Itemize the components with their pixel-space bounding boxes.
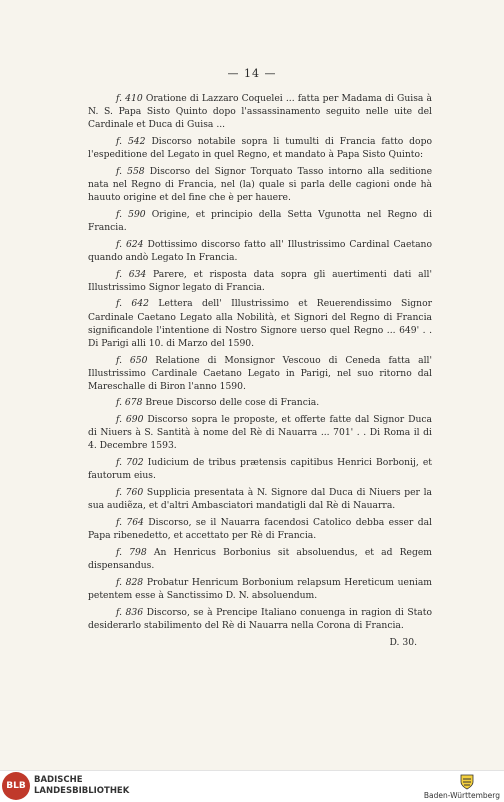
entry-text: Discorso notabile sopra li tumulti di Francia fatto dopo l'espeditione del Legato in quel Regno, et mandato à Papa Sisto Quinto: (88, 135, 433, 161)
folio-number: f. 410 (116, 93, 143, 104)
catalog-entry (88, 396, 432, 409)
catalog-entries (88, 92, 432, 635)
page-number: — 14 — (227, 67, 277, 80)
entry-text: Relatione di Monsignor Vescouo di Ceneda fatta all' Illustrissimo Cardinale Caetano Legato in Parigi, nel suo ritorno dal Mareschalle di Biron l'anno 1590. (88, 354, 433, 392)
entry-text: Lettera dell' Illustrissimo et Reuerendissimo Signor Cardinale Caetano Legato alla Nobilità, et Signori del Regno di Francia significandole l'intentione di Nostro Signore uerso quel Regno ... 649' . . Di Parigi alli 10. di Marzo del 1590. (88, 298, 433, 349)
catalog-entry (88, 238, 432, 264)
signature-mark: D. 30. (389, 637, 417, 648)
entry-text: Oratione di Lazzaro Coquelei ... fatta per Madama di Guisa à N. S. Papa Sisto Quinto dopo l'assassinamento seguito nelle uite del Cardinale et Duca di Guisa ... (88, 93, 433, 131)
entry-text: Discorso, se il Nauarra facendosi Catolico debba esser dal Papa ribenedetto, et accettato per Rè di Francia. (88, 516, 432, 542)
entry-text: Iudicium de tribus prætensis capitibus Henrici Borbonij, et fautorum eius. (88, 457, 432, 482)
catalog-entry (88, 606, 432, 632)
folio-number: f. 760 (116, 487, 144, 499)
folio-number: f. 678 (116, 397, 143, 409)
catalog-entry (88, 413, 432, 452)
folio-number: f. 634 (116, 268, 147, 280)
entry-text: Origine, et principio della Setta Vgunotta nel Regno di Francia. (88, 208, 433, 233)
folio-number: f. 764 (116, 516, 144, 528)
entry-text: Discorso, se à Prencipe Italiano conuenga in ragion di Stato desiderarlo stabilimento del Rè di Nauarra nella Corona di Francia. (88, 606, 433, 631)
catalog-entry (88, 135, 432, 161)
catalog-entry (88, 165, 432, 204)
catalog-entry (88, 486, 432, 512)
folio-number: f. 690 (116, 414, 144, 426)
folio-number: f. 702 (116, 457, 144, 469)
blb-logo-icon[interactable]: BLB (2, 772, 30, 800)
catalog-entry (88, 354, 432, 393)
entry-text: Dottissimo discorso fatto all' Illustrissimo Cardinal Caetano quando andò Legato In Francia. (88, 238, 433, 263)
library-name-line1: BADISCHE (34, 775, 83, 785)
entry-text: Supplicia presentata à N. Signore dal Duca di Niuers per la sua audiẽza, et d'altri Ambasciatori mandatigli dal Rè di Nauarra. (88, 487, 433, 512)
folio-number: f. 590 (116, 208, 146, 220)
catalog-entry (88, 92, 432, 131)
library-name-line2: LANDESBIBLIOTHEK (34, 786, 130, 796)
folio-number: f. 828 (116, 576, 144, 588)
entry-text: Probatur Henricum Borbonium relapsum Hereticum ueniam petentem esse à Sanctissimo D. N. absoluendum. (88, 576, 433, 601)
folio-number: f. 650 (116, 354, 148, 366)
state-name: Baden-Württemberg (423, 791, 500, 800)
catalog-entry (88, 546, 432, 572)
coat-of-arms-icon (458, 773, 476, 790)
catalog-entry (88, 516, 432, 542)
entry-text: Parere, et risposta data sopra gli auertimenti dati all' Illustrissimo Signor legato di Francia. (88, 268, 432, 293)
entry-text: Discorso del Signor Torquato Tasso intorno alla seditione nata nel Regno di Francia, nel (la) quale si parla delle cagioni onde hà hauuto origine et del fine che è per hauere. (88, 165, 433, 204)
catalog-entry (88, 456, 432, 482)
entry-text: Breue Discorso delle cose di Francia. (145, 397, 320, 409)
footer-bar (0, 770, 504, 802)
library-name[interactable] (34, 775, 129, 797)
folio-number: f. 642 (116, 298, 149, 310)
folio-number: f. 836 (116, 606, 144, 618)
catalog-entry (88, 297, 432, 349)
folio-number: f. 558 (116, 165, 145, 177)
catalog-entry (88, 208, 432, 234)
folio-number: f. 542 (116, 135, 146, 147)
folio-number: f. 798 (116, 546, 147, 558)
folio-number: f. 624 (116, 238, 144, 250)
entry-text: Discorso sopra le proposte, et offerte fatte dal Signor Duca di Niuers à S. Santità à nome del Rè di Nauarra ... 701' . . Di Roma il di 4. Decembre 1593. (88, 414, 432, 452)
catalog-entry (88, 576, 432, 602)
entry-text: An Henricus Borbonius sit absoluendus, et ad Regem dispensandus. (88, 546, 432, 571)
catalog-entry (88, 268, 432, 294)
